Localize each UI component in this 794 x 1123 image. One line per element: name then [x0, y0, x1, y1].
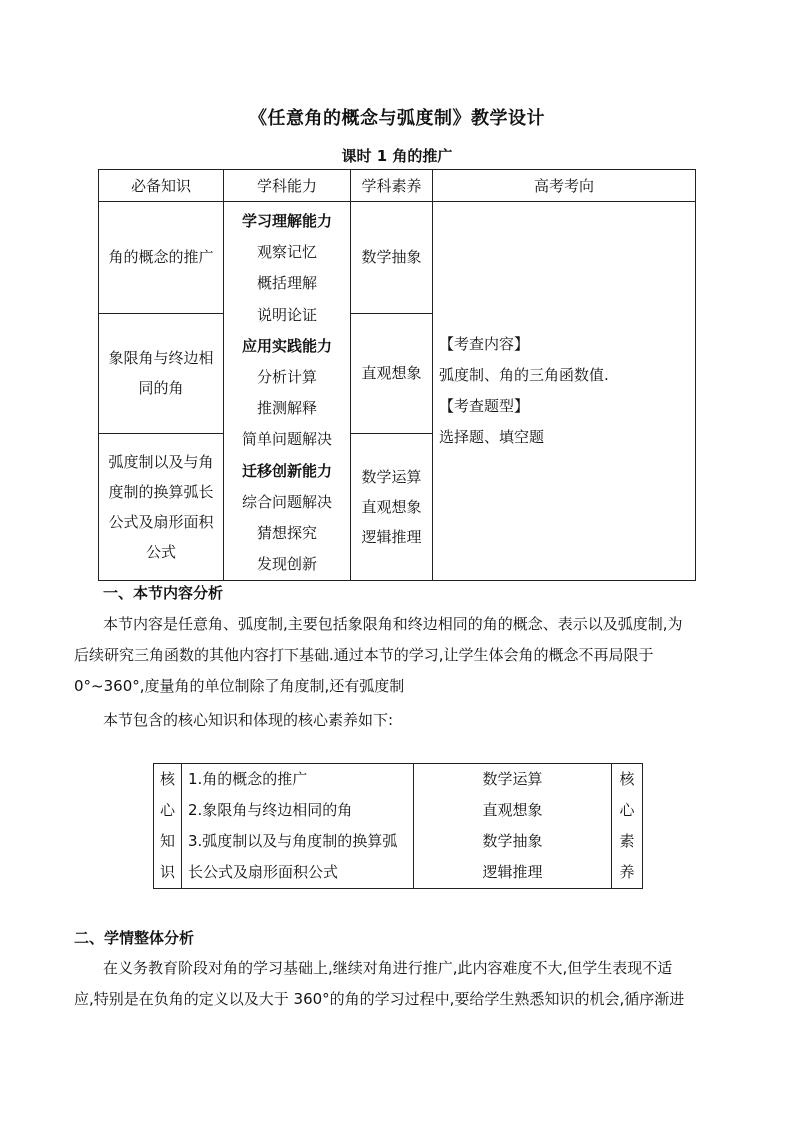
- knowledge-cell: 弧度制以及与角度制的换算弧长公式及扇形面积公式: [99, 433, 224, 581]
- section-heading-content: 一、本节内容分析: [103, 584, 224, 602]
- ability-cell: 学习理解能力 观察记忆 概括理解 说明论证 应用实践能力 分析计算 推测解释 简单问题解决 迁移创新能力 综合问题解决 猜想探究 发现创新: [224, 202, 351, 581]
- document-title: 《任意角的概念与弧度制》教学设计: [249, 108, 545, 129]
- core-table: [153, 763, 643, 889]
- header-ability: 学科能力: [224, 170, 351, 202]
- paragraph-line: 本节内容是任意角、弧度制,主要包括象限角和终边相同的角的概念、表示以及弧度制,为: [103, 615, 683, 633]
- header-knowledge: 必备知识: [99, 170, 224, 202]
- header-exam: 高考考向: [433, 170, 696, 202]
- core-knowledge-list: 1.角的概念的推广 2.象限角与终边相同的角 3.弧度制以及与角度制的换算弧 长公式及扇形面积公式: [182, 764, 414, 889]
- literacy-cell: 数学抽象: [351, 202, 433, 314]
- paragraph-line: 0°~360°,度量角的单位制除了角度制,还有弧度制: [74, 677, 405, 695]
- knowledge-cell: 象限角与终边相同的角: [99, 313, 224, 433]
- core-literacy-label: 核 心 素 养: [612, 764, 643, 889]
- lesson-subtitle: 课时 1 角的推广: [341, 147, 453, 165]
- section-heading-students: 二、学情整体分析: [74, 929, 195, 947]
- literacy-cell: 直观想象: [351, 313, 433, 433]
- curriculum-table: [98, 169, 696, 581]
- paragraph-line: 后续研究三角函数的其他内容打下基础.通过本节的学习,让学生体会角的概念不再局限于: [74, 646, 654, 664]
- exam-cell: 【考查内容】 弧度制、角的三角函数值. 【考查题型】 选择题、填空题: [433, 202, 696, 581]
- header-literacy: 学科素养: [351, 170, 433, 202]
- literacy-cell: 数学运算 直观想象 逻辑推理: [351, 433, 433, 581]
- core-knowledge-label: 核 心 知 识: [154, 764, 182, 889]
- knowledge-cell: 角的概念的推广: [99, 202, 224, 314]
- paragraph-line: 在义务教育阶段对角的学习基础上,继续对角进行推广,此内容难度不大,但学生表现不适: [103, 959, 673, 977]
- paragraph-line: 本节包含的核心知识和体现的核心素养如下:: [103, 711, 394, 729]
- core-literacy-list: 数学运算 直观想象 数学抽象 逻辑推理: [414, 764, 612, 889]
- paragraph-line: 应,特别是在负角的定义以及大于 360°的角的学习过程中,要给学生熟悉知识的机会,循序渐进: [74, 990, 685, 1008]
